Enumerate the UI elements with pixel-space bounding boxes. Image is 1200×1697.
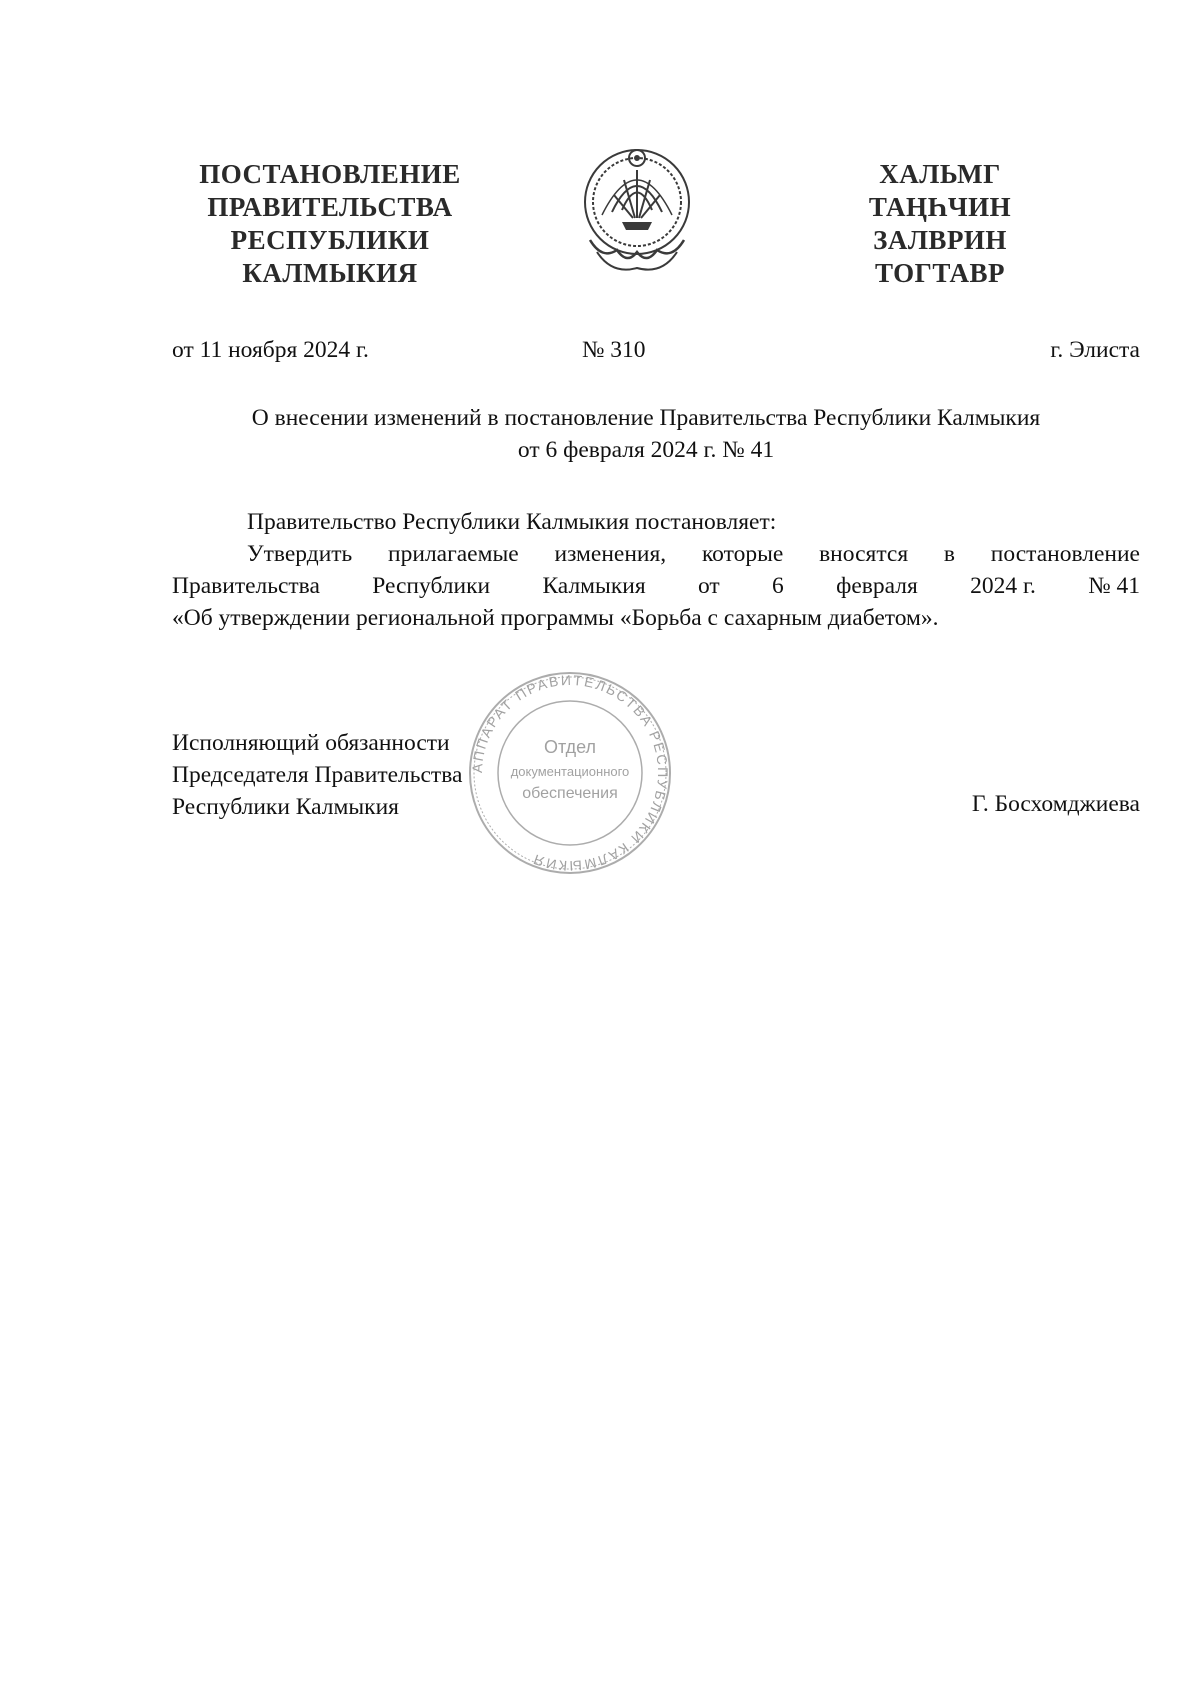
body-word: 2024 г. — [970, 573, 1036, 599]
intro-paragraph: Правительство Республики Калмыкия постановляет: — [247, 509, 777, 535]
stamp-center-line: Отдел — [543, 737, 597, 757]
signature-line: Исполняющий обязанности — [172, 730, 450, 756]
body-word: Калмыкия — [542, 573, 646, 599]
header-left-line: РЕСПУБЛИКИ — [230, 225, 430, 255]
stamp-center-line: обеспечения — [522, 785, 618, 802]
document-title — [150, 402, 1142, 466]
body-word: Правительства — [172, 573, 320, 599]
header-russian-title — [185, 158, 475, 290]
header-kalmyk-title — [840, 158, 1040, 290]
signature-line: Председателя Правительства — [172, 762, 463, 788]
body-word: № 41 — [1088, 573, 1140, 599]
document-date: от 11 ноября 2024 г. — [172, 337, 369, 363]
body-word: 6 — [772, 573, 784, 599]
stamp-center-line: документационного — [510, 764, 630, 779]
header-right-line: ТОГТАВР — [875, 258, 1005, 288]
signature-line: Республики Калмыкия — [172, 794, 399, 820]
body-word: февраля — [836, 573, 918, 599]
body-line-justified — [172, 570, 1140, 602]
document-body — [172, 506, 1140, 634]
body-line: «Об утверждении региональной программы «Борьба с сахарным диабетом». — [172, 605, 939, 631]
document-city: г. Элиста — [1050, 337, 1140, 363]
header-right-line: ТАҢҺЧИН — [868, 192, 1012, 222]
body-word: от — [697, 573, 720, 599]
stamp-ring-text: АППАРАТ ПРАВИТЕЛЬСТВА РЕСПУБЛИКИ КАЛМЫКИЯ — [468, 671, 672, 875]
body-line: Утвердить прилагаемые изменения, которые вносятся в постановление — [247, 541, 1140, 567]
header-left-line: ПОСТАНОВЛЕНИЕ — [199, 159, 461, 189]
official-stamp-icon — [460, 668, 680, 878]
header-left-line: КАЛМЫКИЯ — [242, 258, 418, 288]
document-number: № 310 — [582, 337, 646, 363]
coat-of-arms-icon — [572, 140, 702, 280]
title-line: от 6 февраля 2024 г. № 41 — [517, 437, 775, 463]
signer-name: Г. Босхомджиева — [971, 791, 1140, 817]
title-line: О внесении изменений в постановление Правительства Республики Калмыкия — [251, 405, 1041, 431]
header-right-line: ХАЛЬМГ — [879, 159, 1001, 189]
body-word: Республики — [372, 573, 491, 599]
header-left-line: ПРАВИТЕЛЬСТВА — [207, 192, 453, 222]
header-right-line: ЗАЛВРИН — [873, 225, 1007, 255]
signature-position — [172, 727, 462, 823]
